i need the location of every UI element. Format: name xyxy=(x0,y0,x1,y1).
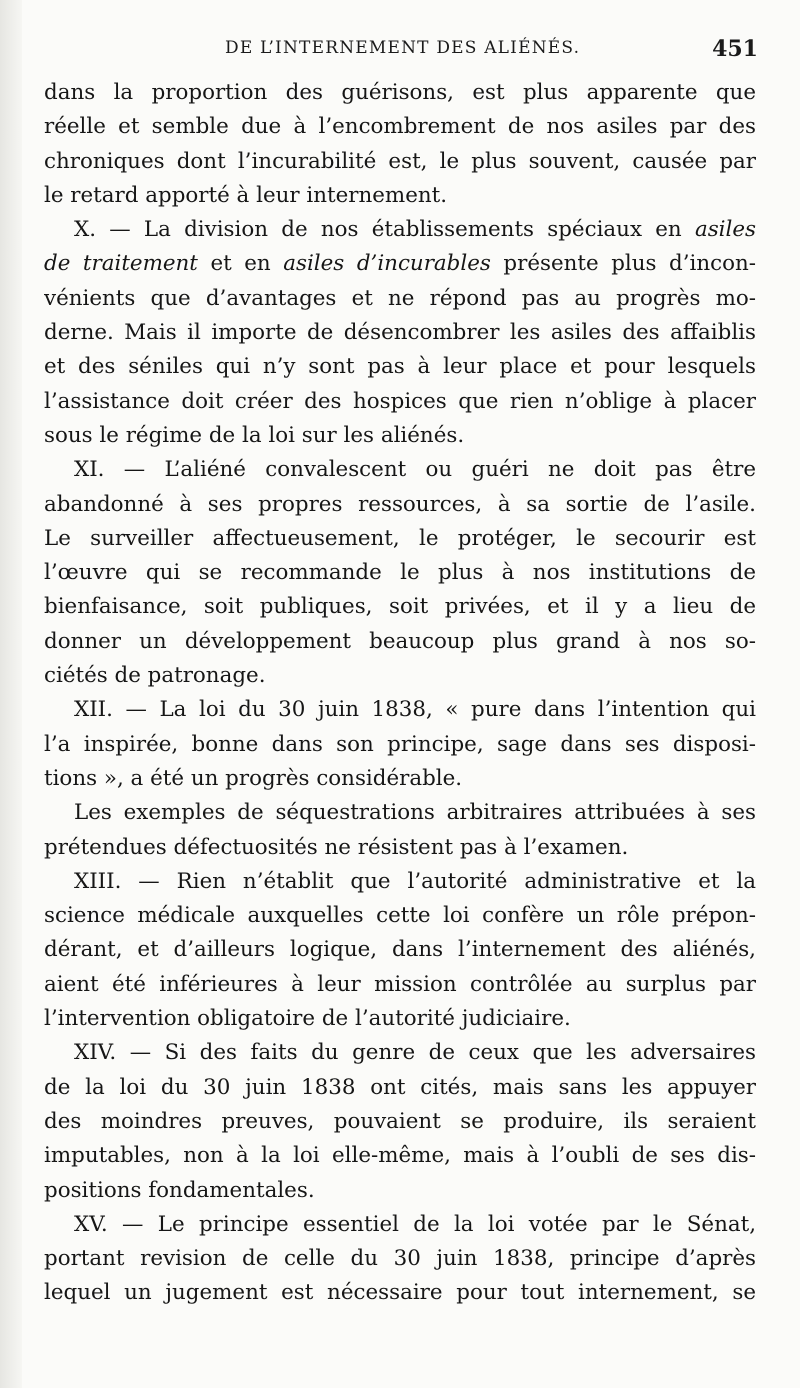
text-line: dérant, et d’ailleurs logique, dans l’internement des aliénés, xyxy=(44,937,756,963)
page-number: 451 xyxy=(712,36,758,62)
text-line: réelle et semble due à l’encombrement de nos asiles par des xyxy=(44,114,756,140)
text-line: abandonné à ses propres ressources, à sa sortie de l’asile. xyxy=(44,491,756,517)
text-line: le retard apporté à leur internement. xyxy=(44,182,448,208)
text-line: prétendues défectuosités ne résistent pas à l’examen. xyxy=(44,834,629,860)
italic-run: asiles xyxy=(694,217,756,243)
text-line: chroniques dont l’incurabilité est, le plus souvent, causée par xyxy=(44,148,756,174)
text-line: tions », a été un progrès considérable. xyxy=(44,765,463,791)
text-line: l’assistance doit créer des hospices que rien n’oblige à placer xyxy=(44,388,756,414)
text-line: vénients que d’avantages et ne répond pas au progrès mo- xyxy=(44,285,756,311)
text-line: dans la proportion des guérisons, est plus apparente que xyxy=(44,80,756,105)
text-line: positions fondamentales. xyxy=(44,1177,315,1203)
text-line: et des séniles qui n’y sont pas à leur place et pour lesquels xyxy=(44,354,756,380)
text-line: Le surveiller affectueusement, le protéger, le secourir est xyxy=(44,525,756,551)
italic-run: de traitement xyxy=(44,251,198,277)
text-run: X. — La division de nos établissements spéciaux en xyxy=(74,217,695,243)
text-line xyxy=(44,213,756,247)
text-line: bienfaisance, soit publiques, soit privées, et il y a lieu de xyxy=(44,594,756,620)
body-text xyxy=(44,76,756,1311)
text-line: portant revision de celle du 30 juin 1838, principe d’après xyxy=(44,1246,756,1272)
text-run: et en xyxy=(197,251,284,277)
text-line: XV. — Le principe essentiel de la loi votée par le Sénat, xyxy=(74,1211,756,1237)
text-line: de la loi du 30 juin 1838 ont cités, mais sans les appuyer xyxy=(44,1074,756,1100)
text-line: XII. — La loi du 30 juin 1838, « pure dans l’intention qui xyxy=(74,697,756,723)
text-line: aient été inférieures à leur mission contrôlée au surplus par xyxy=(44,971,756,997)
running-title: DE L’INTERNEMENT DES ALIÉNÉS. xyxy=(225,38,581,58)
text-line: XI. — L’aliéné convalescent ou guéri ne doit pas être xyxy=(74,457,756,483)
text-line: l’a inspirée, bonne dans son principe, sage dans ses disposi- xyxy=(44,731,756,757)
text-line: derne. Mais il importe de désencombrer les asiles des affaiblis xyxy=(44,320,756,346)
text-line xyxy=(44,247,756,281)
text-line: des moindres preuves, pouvaient se produire, ils seraient xyxy=(44,1108,756,1134)
text-line: imputables, non à la loi elle-même, mais à l’oubli de ses dis- xyxy=(44,1143,756,1169)
text-line: lequel un jugement est nécessaire pour tout internement, se xyxy=(44,1280,756,1306)
text-line: l’intervention obligatoire de l’autorité judiciaire. xyxy=(44,1006,571,1032)
italic-run: asiles d’incurables xyxy=(283,251,491,277)
text-line: sous le régime de la loi sur les aliénés. xyxy=(44,422,465,448)
text-line: ciétés de patronage. xyxy=(44,663,266,689)
text-line: XIV. — Si des faits du genre de ceux que les adversaires xyxy=(74,1040,756,1066)
text-line: science médicale auxquelles cette loi confère un rôle prépon- xyxy=(44,903,756,929)
text-line: l’œuvre qui se recommande le plus à nos institutions de xyxy=(44,560,756,586)
text-line: XIII. — Rien n’établit que l’autorité administrative et la xyxy=(74,868,756,894)
page-gutter-shadow xyxy=(0,0,22,1388)
page-header xyxy=(40,36,760,68)
text-line: Les exemples de séquestrations arbitraires attribuées à ses xyxy=(74,800,756,826)
text-run: présente plus d’incon- xyxy=(490,251,756,277)
text-line: donner un développement beaucoup plus grand à nos so- xyxy=(44,628,756,654)
